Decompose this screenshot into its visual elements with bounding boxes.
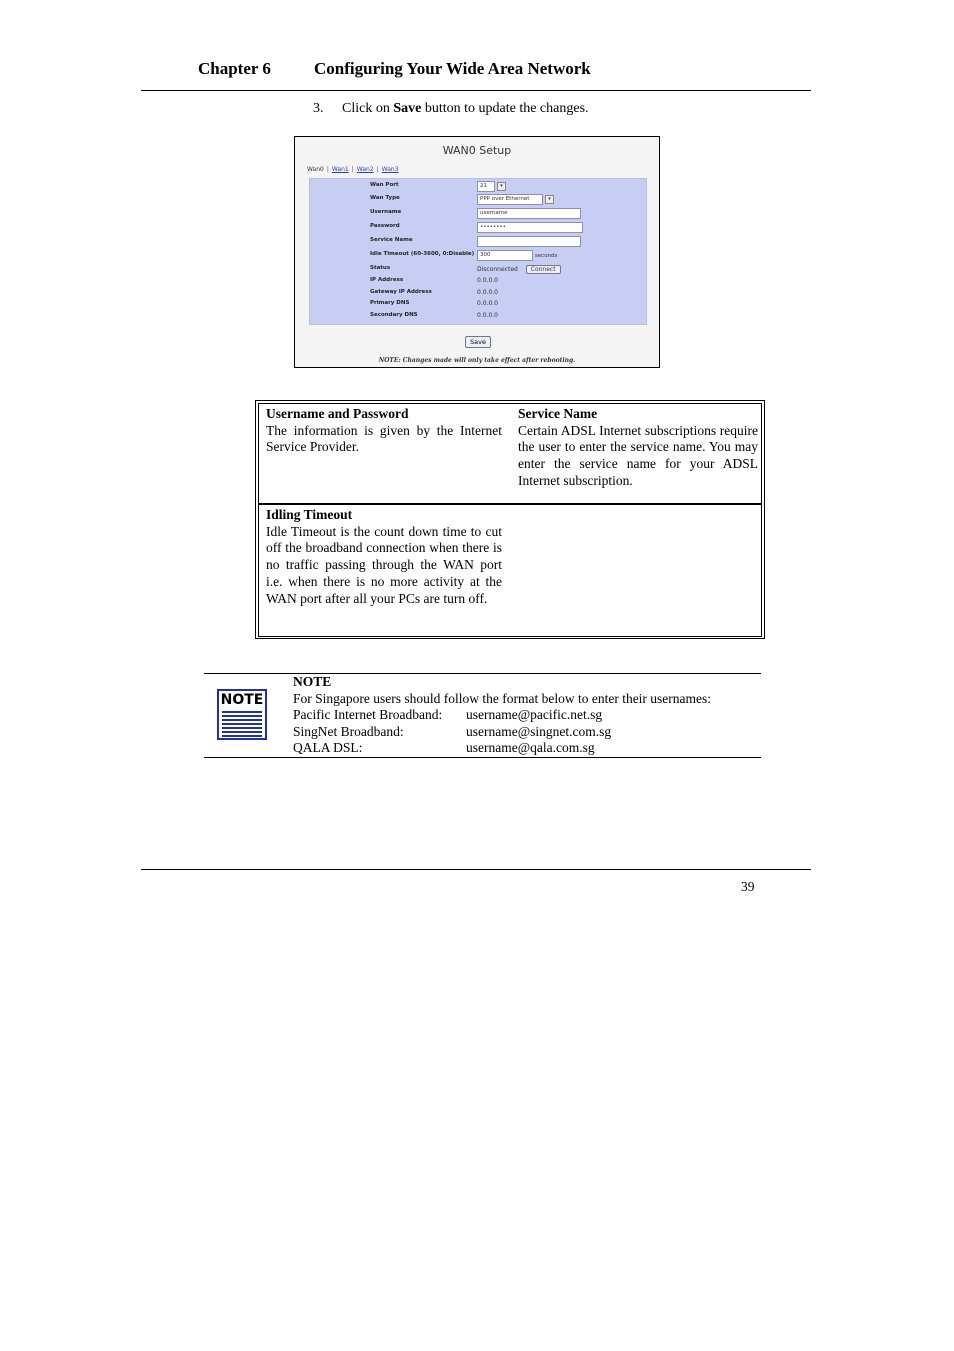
wan-type-select[interactable] xyxy=(477,194,554,205)
note-icon-label: NOTE xyxy=(220,692,264,708)
field-label-status: Status xyxy=(370,265,391,271)
footer-rule xyxy=(141,869,811,870)
step-bold-word: Save xyxy=(393,101,422,116)
field-label-secondary-dns: Secondary DNS xyxy=(370,312,418,318)
header-rule xyxy=(141,90,811,91)
note-entry xyxy=(293,724,711,741)
step-text-before: Click on xyxy=(342,101,394,116)
wan0-setup-screenshot xyxy=(294,136,660,368)
wan-port-value: 21 xyxy=(477,181,495,192)
step-text-after: button to update the changes. xyxy=(421,101,589,116)
field-label-wan-type: Wan Type xyxy=(370,195,400,201)
field-label-username: Username xyxy=(370,209,402,215)
tab-wan3[interactable]: Wan3 xyxy=(381,166,399,173)
tab-wan2[interactable]: Wan2 xyxy=(356,166,374,173)
primary-dns-value: 0.0.0.0 xyxy=(477,300,498,307)
definitions-row-1 xyxy=(258,403,762,504)
page-number: 39 xyxy=(741,879,755,894)
status-value: Disconnected xyxy=(477,266,518,273)
field-label-wan-port: Wan Port xyxy=(370,182,399,188)
field-label-service-name: Service Name xyxy=(370,237,413,243)
note-provider: QALA DSL: xyxy=(293,740,363,755)
definitions-table xyxy=(255,400,765,639)
chevron-down-icon: ▾ xyxy=(497,182,506,191)
def-idling-timeout xyxy=(266,507,502,607)
field-label-password: Password xyxy=(370,223,400,229)
def-heading: Idling Timeout xyxy=(266,507,353,522)
idle-timeout-input[interactable]: 300 xyxy=(477,250,533,261)
def-body: Idle Timeout is the count down time to cut off the broadband connection when there is no traffic passing through the WAN port i.e. when there is no more activity at the WAN port after all your PCs are turn off. xyxy=(266,523,502,606)
field-label-gateway: Gateway IP Address xyxy=(370,289,432,295)
secondary-dns-value: 0.0.0.0 xyxy=(477,312,498,319)
wan-type-value: PPP over Ethernet xyxy=(477,194,543,205)
tab-wan1[interactable]: Wan1 xyxy=(331,166,349,173)
def-body: The information is given by the Internet Service Provider. xyxy=(266,422,502,455)
note-icon-lines xyxy=(222,711,262,737)
def-body: Certain ADSL Internet subscriptions require the user to enter the service name. You may enter the service name for your ADSL Internet subscription. xyxy=(518,422,758,488)
note-intro: For Singapore users should follow the format below to enter their usernames: xyxy=(293,690,712,706)
note-format: username@qala.com.sg xyxy=(466,740,595,755)
field-label-primary-dns: Primary DNS xyxy=(370,300,410,306)
service-name-input[interactable] xyxy=(477,236,581,247)
note-entry xyxy=(293,740,711,757)
chapter-title: Configuring Your Wide Area Network xyxy=(314,59,591,78)
wan-form-panel xyxy=(309,178,647,325)
chevron-down-icon: ▾ xyxy=(545,195,554,204)
note-provider: Pacific Internet Broadband: xyxy=(293,707,443,722)
save-button[interactable]: Save xyxy=(465,336,491,348)
step-3 xyxy=(313,101,589,117)
note-bottom-rule xyxy=(204,757,761,758)
note-format: username@singnet.com.sg xyxy=(466,723,612,739)
idle-timeout-unit: seconds xyxy=(534,253,558,259)
note-provider: SingNet Broadband: xyxy=(293,723,404,739)
field-label-idle-timeout: Idle Timeout (60-3600, 0:Disable) xyxy=(370,251,475,257)
note-content xyxy=(293,674,711,757)
def-heading: Username and Password xyxy=(266,406,409,421)
note-heading: NOTE xyxy=(293,674,332,689)
def-service-name xyxy=(518,406,758,490)
connect-button[interactable]: Connect xyxy=(526,265,561,274)
note-entry xyxy=(293,707,711,724)
definitions-row-2 xyxy=(258,504,762,637)
tab-wan0[interactable]: Wan0 xyxy=(307,166,324,173)
chapter-number: Chapter 6 xyxy=(198,59,271,78)
ip-address-value: 0.0.0.0 xyxy=(477,277,498,284)
chapter-heading xyxy=(198,59,591,79)
screenshot-note: NOTE: Changes made will only take effect after rebooting. xyxy=(378,357,576,364)
step-number: 3. xyxy=(313,101,324,116)
gateway-value: 0.0.0.0 xyxy=(477,289,498,296)
password-input[interactable]: •••••••• xyxy=(477,222,583,233)
note-format: username@pacific.net.sg xyxy=(466,707,603,722)
def-heading: Service Name xyxy=(518,406,598,421)
wan-port-select[interactable] xyxy=(477,181,506,192)
wan-tabs: Wan0 | Wan1 | Wan2 | Wan3 xyxy=(307,166,399,173)
def-username-password xyxy=(266,406,502,456)
screenshot-title: WAN0 Setup xyxy=(442,144,512,157)
field-label-ip-address: IP Address xyxy=(370,277,404,283)
note-icon xyxy=(217,689,267,740)
username-input[interactable]: username xyxy=(477,208,581,219)
